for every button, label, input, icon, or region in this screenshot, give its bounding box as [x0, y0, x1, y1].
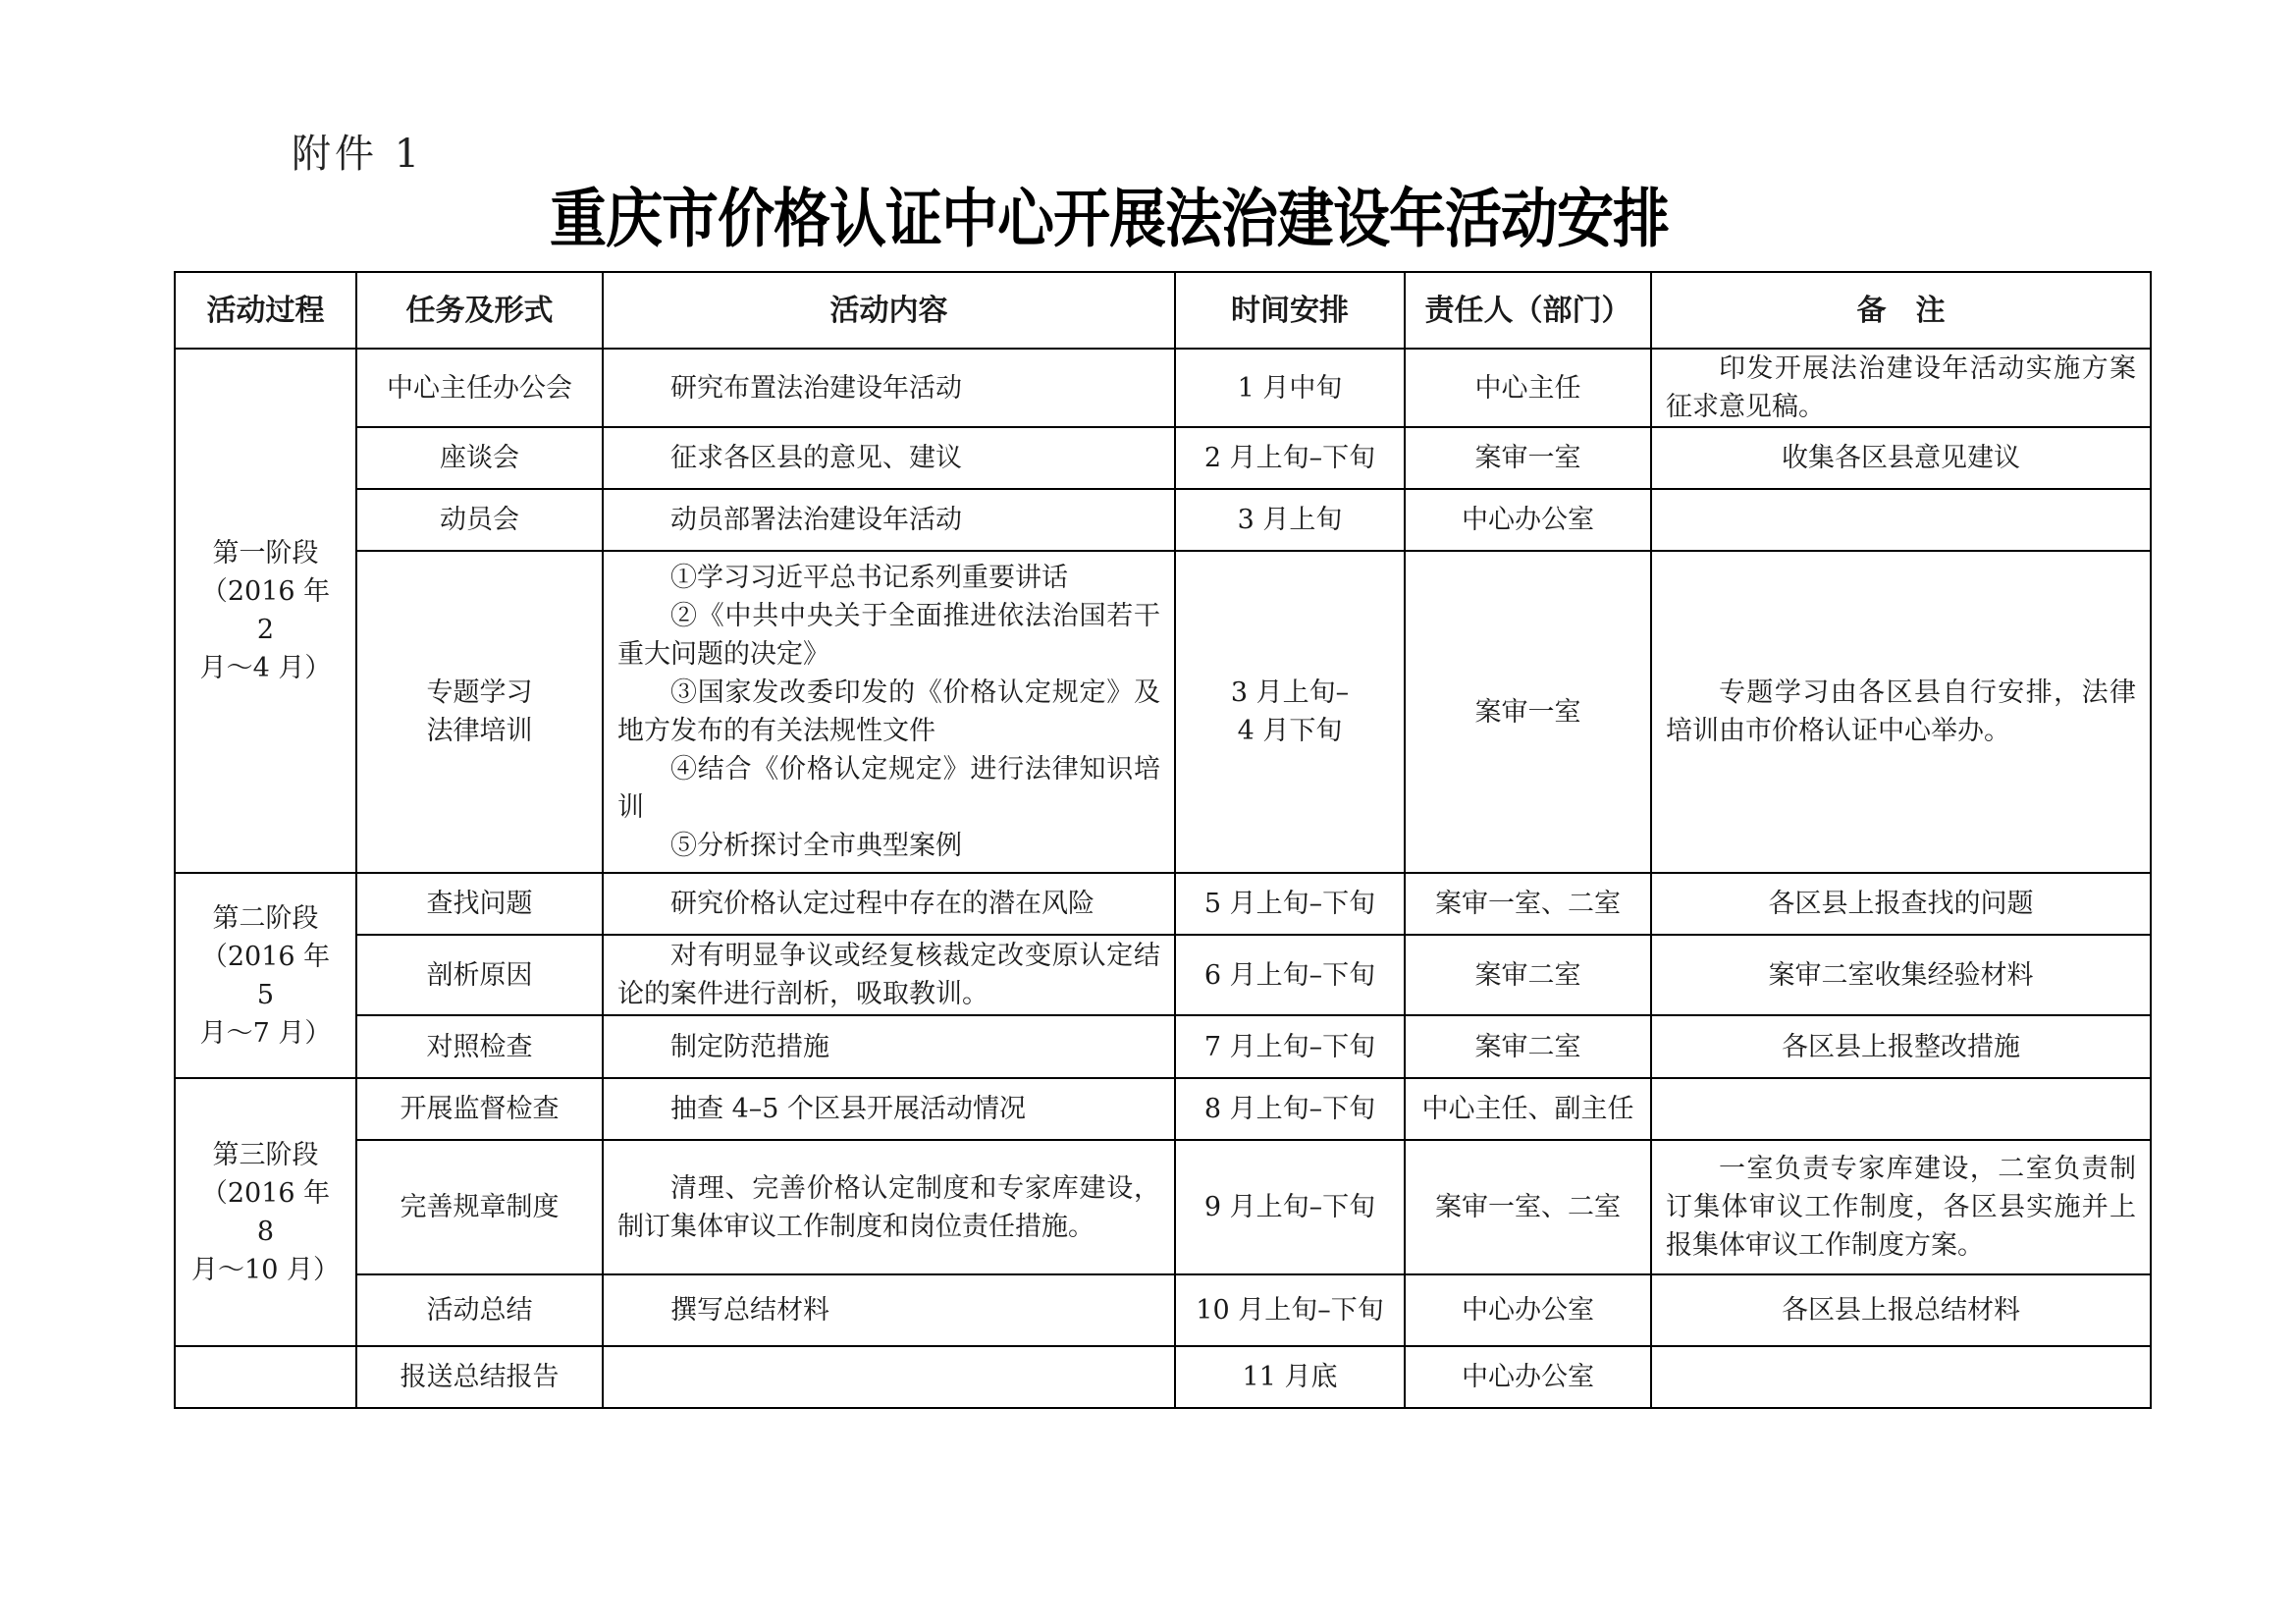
- stage-period: （2016 年 2: [200, 576, 331, 645]
- note-cell: 收集各区县意见建议: [1651, 427, 2151, 489]
- owner-cell: 中心办公室: [1405, 489, 1651, 551]
- list-item: ④结合《价格认定规定》进行法律知识培训: [617, 754, 1160, 823]
- stage-cell-empty: [175, 1346, 356, 1408]
- note-cell: [1651, 1346, 2151, 1408]
- task-cell: 中心主任办公会: [356, 349, 603, 427]
- time-cell: 3 月上旬– 4 月下旬: [1175, 551, 1405, 873]
- content-cell: 撰写总结材料: [603, 1274, 1175, 1346]
- content-cell: 清理、完善价格认定制度和专家库建设，制订集体审议工作制度和岗位责任措施。: [603, 1140, 1175, 1274]
- note-cell: 一室负责专家库建设，二室负责制订集体审议工作制度，各区县实施并上报集体审议工作制度方案。: [1651, 1140, 2151, 1274]
- list-item: ①学习习近平总书记系列重要讲话: [670, 563, 1068, 593]
- note-cell: [1651, 1078, 2151, 1140]
- content-cell-study-list: [603, 551, 1175, 873]
- stage-name: 第一阶段: [212, 538, 319, 568]
- stage-name: 第三阶段: [212, 1139, 319, 1170]
- table-row: [175, 873, 2151, 935]
- stage-period: 月～10 月）: [191, 1254, 340, 1285]
- table-row: [175, 551, 2151, 873]
- activity-schedule-table: [174, 271, 2152, 1409]
- task-cell: 报送总结报告: [356, 1346, 603, 1408]
- document-title: 重庆市价格认证中心开展法治建设年活动安排: [550, 181, 1670, 256]
- content-cell: [603, 1346, 1175, 1408]
- task-cell: 对照检查: [356, 1015, 603, 1078]
- table-row: [175, 1078, 2151, 1140]
- owner-cell: 中心办公室: [1405, 1274, 1651, 1346]
- time-cell: 3 月上旬: [1175, 489, 1405, 551]
- stage-cell-3: [175, 1078, 356, 1346]
- content-cell: 征求各区县的意见、建议: [603, 427, 1175, 489]
- time-cell: 2 月上旬–下旬: [1175, 427, 1405, 489]
- content-cell: 研究价格认定过程中存在的潜在风险: [603, 873, 1175, 935]
- header-activity-process: 活动过程: [175, 272, 356, 349]
- content-cell: 研究布置法治建设年活动: [603, 349, 1175, 427]
- table-row: [175, 1274, 2151, 1346]
- owner-cell: 中心办公室: [1405, 1346, 1651, 1408]
- stage-period: （2016 年 8: [200, 1177, 331, 1247]
- task-cell: 完善规章制度: [356, 1140, 603, 1274]
- stage-period: （2016 年 5: [200, 941, 331, 1010]
- header-remarks: 备 注: [1651, 272, 2151, 349]
- stage-name: 第二阶段: [212, 902, 319, 934]
- owner-cell: 案审一室: [1405, 427, 1651, 489]
- owner-cell: 案审一室、二室: [1405, 1140, 1651, 1274]
- table-row: [175, 1346, 2151, 1408]
- task-cell: 开展监督检查: [356, 1078, 603, 1140]
- table-row: [175, 1140, 2151, 1274]
- header-responsible: 责任人（部门）: [1405, 272, 1651, 349]
- note-cell: 印发开展法治建设年活动实施方案征求意见稿。: [1651, 349, 2151, 427]
- task-cell: 活动总结: [356, 1274, 603, 1346]
- table-row: [175, 427, 2151, 489]
- time-cell: 9 月上旬–下旬: [1175, 1140, 1405, 1274]
- time-cell: 8 月上旬–下旬: [1175, 1078, 1405, 1140]
- note-cell: 专题学习由各区县自行安排，法律培训由市价格认证中心举办。: [1651, 551, 2151, 873]
- note-cell: 各区县上报总结材料: [1651, 1274, 2151, 1346]
- list-item: ③国家发改委印发的《价格认定规定》及地方发布的有关法规性文件: [617, 677, 1160, 746]
- table-row: [175, 489, 2151, 551]
- time-cell: 7 月上旬–下旬: [1175, 1015, 1405, 1078]
- stage-period: 月～4 月）: [199, 653, 332, 683]
- owner-cell: 案审一室、二室: [1405, 873, 1651, 935]
- content-cell: 对有明显争议或经复核裁定改变原认定结论的案件进行剖析，吸取教训。: [603, 935, 1175, 1015]
- list-item: ⑤分析探讨全市典型案例: [670, 831, 962, 861]
- task-cell: 剖析原因: [356, 935, 603, 1015]
- content-cell: 抽查 4–5 个区县开展活动情况: [603, 1078, 1175, 1140]
- table-row: [175, 935, 2151, 1015]
- time-cell: 5 月上旬–下旬: [1175, 873, 1405, 935]
- note-cell: 案审二室收集经验材料: [1651, 935, 2151, 1015]
- owner-cell: 案审一室: [1405, 551, 1651, 873]
- header-activity-content: 活动内容: [603, 272, 1175, 349]
- table-row: [175, 349, 2151, 427]
- task-cell: 座谈会: [356, 427, 603, 489]
- stage-cell-2: [175, 873, 356, 1078]
- note-cell: 各区县上报整改措施: [1651, 1015, 2151, 1078]
- owner-cell: 中心主任、副主任: [1405, 1078, 1651, 1140]
- note-cell: 各区县上报查找的问题: [1651, 873, 2151, 935]
- time-cell: 1 月中旬: [1175, 349, 1405, 427]
- task-cell: 专题学习 法律培训: [356, 551, 603, 873]
- table-header-row: [175, 272, 2151, 349]
- list-item: ②《中共中央关于全面推进依法治国若干重大问题的决定》: [617, 601, 1160, 670]
- note-cell: [1651, 489, 2151, 551]
- time-cell: 6 月上旬–下旬: [1175, 935, 1405, 1015]
- time-cell: 10 月上旬–下旬: [1175, 1274, 1405, 1346]
- owner-cell: 案审二室: [1405, 1015, 1651, 1078]
- header-task-form: 任务及形式: [356, 272, 603, 349]
- table-row: [175, 1015, 2151, 1078]
- content-cell: 动员部署法治建设年活动: [603, 489, 1175, 551]
- stage-cell-1: [175, 349, 356, 873]
- stage-period: 月～7 月）: [199, 1017, 332, 1049]
- content-cell: 制定防范措施: [603, 1015, 1175, 1078]
- header-schedule: 时间安排: [1175, 272, 1405, 349]
- task-cell: 查找问题: [356, 873, 603, 935]
- time-cell: 11 月底: [1175, 1346, 1405, 1408]
- attachment-label: 附件 1: [292, 132, 424, 177]
- owner-cell: 中心主任: [1405, 349, 1651, 427]
- owner-cell: 案审二室: [1405, 935, 1651, 1015]
- task-cell: 动员会: [356, 489, 603, 551]
